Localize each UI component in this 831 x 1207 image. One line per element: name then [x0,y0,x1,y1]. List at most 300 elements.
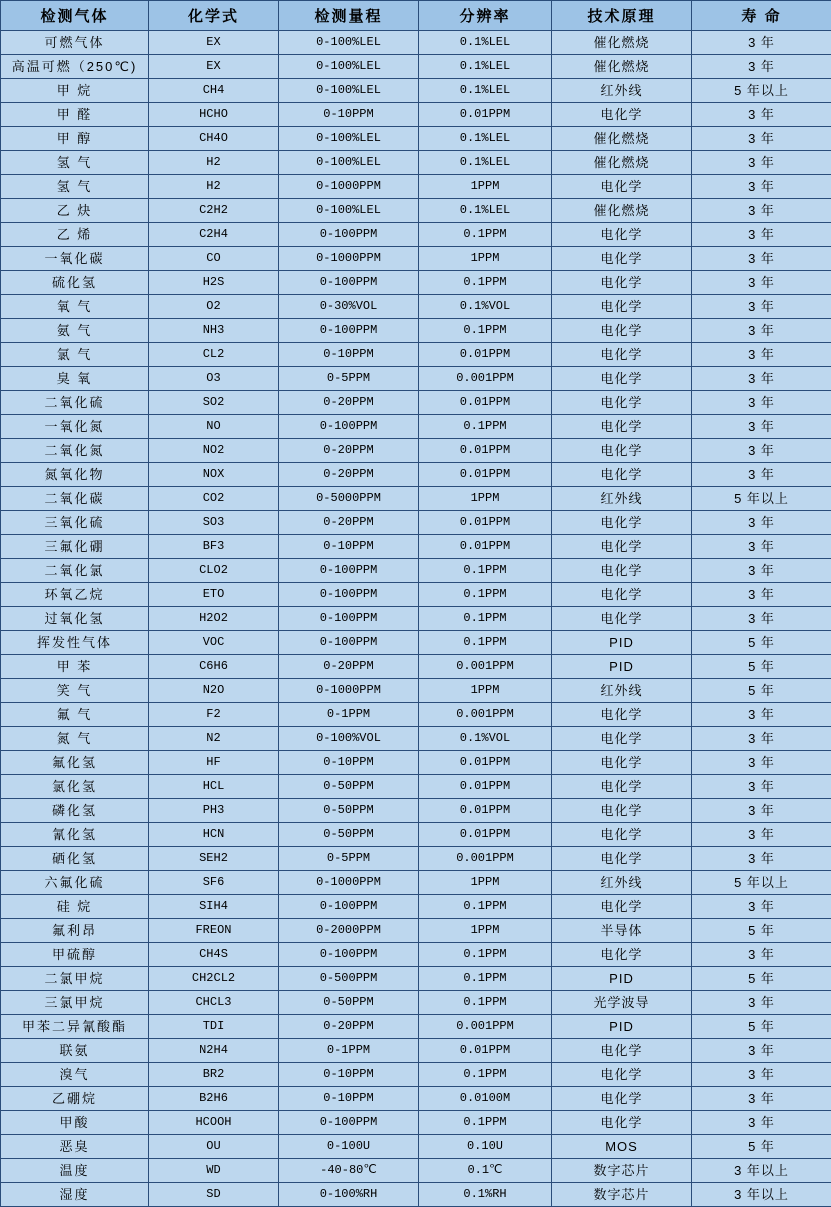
cell-lifetime: 3 年 [692,847,831,871]
cell-lifetime: 5 年 [692,679,831,703]
cell-technology: 电化学 [552,343,692,367]
table-row [1,391,831,415]
cell-resolution: 0.1PPM [419,967,552,991]
cell-technology: 红外线 [552,487,692,511]
column-header-chemical-formula: 化学式 [149,1,279,31]
cell-gas-name: 臭 氧 [1,367,149,391]
cell-chemical-formula: BF3 [149,535,279,559]
table-header [1,1,831,31]
cell-detection-range: 0-100%LEL [279,55,419,79]
cell-detection-range: 0-50PPM [279,775,419,799]
cell-detection-range: 0-5PPM [279,847,419,871]
cell-gas-name: 硅 烷 [1,895,149,919]
cell-resolution: 0.001PPM [419,367,552,391]
cell-detection-range: 0-10PPM [279,1087,419,1111]
cell-detection-range: 0-10PPM [279,535,419,559]
column-header-gas-name: 检测气体 [1,1,149,31]
cell-lifetime: 3 年 [692,1087,831,1111]
cell-gas-name: 恶臭 [1,1135,149,1159]
cell-resolution: 0.1PPM [419,583,552,607]
cell-technology: 电化学 [552,295,692,319]
cell-resolution: 1PPM [419,919,552,943]
cell-resolution: 0.1%LEL [419,199,552,223]
cell-chemical-formula: CHCL3 [149,991,279,1015]
cell-lifetime: 3 年 [692,751,831,775]
cell-lifetime: 5 年以上 [692,871,831,895]
cell-gas-name: 笑 气 [1,679,149,703]
table-row [1,127,831,151]
cell-chemical-formula: VOC [149,631,279,655]
cell-gas-name: 氟 气 [1,703,149,727]
cell-chemical-formula: H2S [149,271,279,295]
table-row [1,607,831,631]
table-header-row [1,1,831,31]
cell-chemical-formula: B2H6 [149,1087,279,1111]
cell-gas-name: 三氧化硫 [1,511,149,535]
cell-detection-range: 0-1000PPM [279,679,419,703]
cell-technology: 电化学 [552,223,692,247]
cell-detection-range: 0-1000PPM [279,247,419,271]
cell-gas-name: 氢 气 [1,151,149,175]
cell-resolution: 0.01PPM [419,751,552,775]
cell-technology: 催化燃烧 [552,151,692,175]
cell-resolution: 0.1PPM [419,559,552,583]
cell-chemical-formula: HCHO [149,103,279,127]
table-row [1,247,831,271]
cell-gas-name: 三氯甲烷 [1,991,149,1015]
cell-chemical-formula: WD [149,1159,279,1183]
cell-chemical-formula: NOX [149,463,279,487]
cell-detection-range: 0-100%LEL [279,151,419,175]
cell-resolution: 0.1%RH [419,1183,552,1207]
cell-detection-range: 0-30%VOL [279,295,419,319]
column-header-detection-range: 检测量程 [279,1,419,31]
cell-resolution: 0.001PPM [419,703,552,727]
cell-technology: 电化学 [552,895,692,919]
cell-technology: 电化学 [552,391,692,415]
cell-lifetime: 3 年 [692,55,831,79]
table-row [1,1135,831,1159]
cell-lifetime: 3 年 [692,607,831,631]
table-row [1,631,831,655]
table-row [1,223,831,247]
cell-gas-name: 乙 炔 [1,199,149,223]
cell-gas-name: 高温可燃（250℃) [1,55,149,79]
table-row [1,79,831,103]
cell-resolution: 0.10U [419,1135,552,1159]
table-row [1,1039,831,1063]
cell-lifetime: 3 年 [692,895,831,919]
cell-resolution: 0.01PPM [419,103,552,127]
cell-resolution: 1PPM [419,679,552,703]
cell-lifetime: 3 年 [692,415,831,439]
table-row [1,271,831,295]
cell-detection-range: 0-100U [279,1135,419,1159]
cell-detection-range: 0-1PPM [279,703,419,727]
cell-lifetime: 3 年 [692,991,831,1015]
cell-detection-range: 0-20PPM [279,655,419,679]
cell-chemical-formula: O3 [149,367,279,391]
cell-detection-range: 0-50PPM [279,799,419,823]
cell-chemical-formula: SO2 [149,391,279,415]
column-header-technology: 技术原理 [552,1,692,31]
cell-detection-range: -40-80℃ [279,1159,419,1183]
cell-gas-name: 乙硼烷 [1,1087,149,1111]
cell-gas-name: 二氧化碳 [1,487,149,511]
table-row [1,199,831,223]
cell-chemical-formula: HCL [149,775,279,799]
cell-gas-name: 溴气 [1,1063,149,1087]
cell-resolution: 0.1PPM [419,271,552,295]
cell-lifetime: 3 年 [692,295,831,319]
cell-technology: 半导体 [552,919,692,943]
cell-detection-range: 0-20PPM [279,511,419,535]
cell-detection-range: 0-10PPM [279,751,419,775]
cell-gas-name: 氯化氢 [1,775,149,799]
cell-chemical-formula: H2 [149,175,279,199]
cell-lifetime: 3 年 [692,799,831,823]
cell-technology: 电化学 [552,775,692,799]
table-row [1,55,831,79]
cell-technology: 电化学 [552,319,692,343]
cell-lifetime: 3 年 [692,319,831,343]
cell-resolution: 0.01PPM [419,343,552,367]
cell-technology: PID [552,1015,692,1039]
cell-chemical-formula: FREON [149,919,279,943]
cell-resolution: 0.01PPM [419,799,552,823]
cell-resolution: 0.01PPM [419,439,552,463]
cell-resolution: 0.001PPM [419,847,552,871]
cell-lifetime: 3 年 [692,223,831,247]
cell-detection-range: 0-2000PPM [279,919,419,943]
table-row [1,775,831,799]
cell-chemical-formula: CLO2 [149,559,279,583]
cell-gas-name: 氟利昂 [1,919,149,943]
cell-chemical-formula: CO2 [149,487,279,511]
table-row [1,823,831,847]
cell-technology: 数字芯片 [552,1159,692,1183]
table-row [1,511,831,535]
cell-lifetime: 3 年 [692,775,831,799]
cell-technology: 电化学 [552,1039,692,1063]
table-row [1,463,831,487]
cell-gas-name: 一氧化氮 [1,415,149,439]
cell-lifetime: 3 年 [692,343,831,367]
cell-resolution: 0.1PPM [419,223,552,247]
cell-technology: 催化燃烧 [552,199,692,223]
table-row [1,535,831,559]
cell-detection-range: 0-100PPM [279,415,419,439]
cell-chemical-formula: EX [149,31,279,55]
cell-chemical-formula: NO2 [149,439,279,463]
table-row [1,583,831,607]
cell-chemical-formula: HCN [149,823,279,847]
cell-chemical-formula: HCOOH [149,1111,279,1135]
cell-gas-name: 氮 气 [1,727,149,751]
cell-chemical-formula: SD [149,1183,279,1207]
cell-chemical-formula: H2O2 [149,607,279,631]
cell-technology: 催化燃烧 [552,55,692,79]
cell-detection-range: 0-50PPM [279,991,419,1015]
cell-gas-name: 乙 烯 [1,223,149,247]
cell-lifetime: 3 年 [692,943,831,967]
cell-gas-name: 湿度 [1,1183,149,1207]
cell-gas-name: 二氧化硫 [1,391,149,415]
cell-technology: 电化学 [552,727,692,751]
cell-resolution: 0.1℃ [419,1159,552,1183]
cell-detection-range: 0-5000PPM [279,487,419,511]
cell-detection-range: 0-100PPM [279,319,419,343]
cell-technology: 光学波导 [552,991,692,1015]
cell-detection-range: 0-10PPM [279,103,419,127]
cell-technology: 电化学 [552,247,692,271]
cell-gas-name: 甲硫醇 [1,943,149,967]
cell-gas-name: 可燃气体 [1,31,149,55]
cell-chemical-formula: C2H4 [149,223,279,247]
cell-detection-range: 0-100%VOL [279,727,419,751]
cell-resolution: 0.01PPM [419,535,552,559]
cell-resolution: 0.1%LEL [419,79,552,103]
cell-lifetime: 5 年 [692,655,831,679]
cell-gas-name: 甲 苯 [1,655,149,679]
cell-lifetime: 3 年 [692,31,831,55]
cell-gas-name: 二氧化氯 [1,559,149,583]
cell-lifetime: 3 年 [692,559,831,583]
cell-resolution: 0.1%VOL [419,295,552,319]
cell-technology: PID [552,967,692,991]
table-row [1,943,831,967]
cell-gas-name: 环氧乙烷 [1,583,149,607]
cell-lifetime: 3 年 [692,199,831,223]
table-row [1,847,831,871]
cell-lifetime: 3 年 [692,1063,831,1087]
table-row [1,991,831,1015]
cell-lifetime: 3 年 [692,511,831,535]
cell-chemical-formula: H2 [149,151,279,175]
table-row [1,559,831,583]
cell-technology: 电化学 [552,823,692,847]
cell-detection-range: 0-100PPM [279,559,419,583]
cell-detection-range: 0-100PPM [279,943,419,967]
cell-resolution: 0.1PPM [419,991,552,1015]
cell-lifetime: 5 年以上 [692,487,831,511]
cell-technology: 催化燃烧 [552,31,692,55]
cell-technology: MOS [552,1135,692,1159]
table-row [1,703,831,727]
cell-chemical-formula: BR2 [149,1063,279,1087]
cell-lifetime: 3 年 [692,439,831,463]
cell-resolution: 1PPM [419,871,552,895]
table-row [1,751,831,775]
cell-gas-name: 甲 醛 [1,103,149,127]
cell-chemical-formula: SIH4 [149,895,279,919]
cell-technology: 数字芯片 [552,1183,692,1207]
cell-lifetime: 3 年 [692,103,831,127]
cell-gas-name: 硫化氢 [1,271,149,295]
cell-lifetime: 3 年 [692,247,831,271]
table-row [1,295,831,319]
cell-resolution: 0.001PPM [419,655,552,679]
cell-lifetime: 3 年 [692,271,831,295]
cell-resolution: 0.01PPM [419,823,552,847]
cell-technology: 电化学 [552,103,692,127]
cell-resolution: 0.01PPM [419,463,552,487]
cell-resolution: 0.1PPM [419,1063,552,1087]
table-row [1,175,831,199]
cell-gas-name: 过氧化氢 [1,607,149,631]
cell-detection-range: 0-100%LEL [279,127,419,151]
cell-resolution: 0.1PPM [419,1111,552,1135]
cell-gas-name: 二氧化氮 [1,439,149,463]
cell-resolution: 0.1%LEL [419,127,552,151]
cell-detection-range: 0-100PPM [279,271,419,295]
cell-gas-name: 氯 气 [1,343,149,367]
cell-detection-range: 0-50PPM [279,823,419,847]
cell-chemical-formula: OU [149,1135,279,1159]
table-row [1,31,831,55]
cell-lifetime: 5 年 [692,631,831,655]
cell-detection-range: 0-100%LEL [279,199,419,223]
cell-chemical-formula: HF [149,751,279,775]
cell-lifetime: 5 年 [692,967,831,991]
cell-resolution: 0.1PPM [419,895,552,919]
cell-gas-name: 挥发性气体 [1,631,149,655]
table-row [1,919,831,943]
cell-chemical-formula: F2 [149,703,279,727]
cell-lifetime: 3 年以上 [692,1159,831,1183]
cell-resolution: 1PPM [419,487,552,511]
cell-detection-range: 0-100%LEL [279,79,419,103]
table-row [1,1111,831,1135]
cell-lifetime: 3 年以上 [692,1183,831,1207]
cell-gas-name: 氟化氢 [1,751,149,775]
cell-detection-range: 0-10PPM [279,343,419,367]
cell-chemical-formula: ETO [149,583,279,607]
cell-lifetime: 3 年 [692,535,831,559]
cell-technology: 电化学 [552,439,692,463]
table-row [1,655,831,679]
cell-gas-name: 三氟化硼 [1,535,149,559]
cell-lifetime: 3 年 [692,583,831,607]
table-row [1,1159,831,1183]
cell-detection-range: 0-1PPM [279,1039,419,1063]
cell-chemical-formula: NH3 [149,319,279,343]
cell-chemical-formula: CH4S [149,943,279,967]
cell-chemical-formula: EX [149,55,279,79]
table-row [1,151,831,175]
cell-gas-name: 氮氧化物 [1,463,149,487]
cell-technology: 电化学 [552,367,692,391]
table-row [1,103,831,127]
cell-resolution: 0.1PPM [419,943,552,967]
cell-lifetime: 5 年以上 [692,79,831,103]
cell-lifetime: 3 年 [692,703,831,727]
cell-resolution: 0.01PPM [419,1039,552,1063]
cell-technology: 电化学 [552,1063,692,1087]
cell-chemical-formula: SF6 [149,871,279,895]
cell-resolution: 1PPM [419,175,552,199]
cell-chemical-formula: SEH2 [149,847,279,871]
cell-chemical-formula: CL2 [149,343,279,367]
table-row [1,895,831,919]
cell-technology: 电化学 [552,847,692,871]
cell-gas-name: 甲苯二异氰酸酯 [1,1015,149,1039]
cell-technology: 电化学 [552,583,692,607]
cell-resolution: 0.1PPM [419,607,552,631]
table-row [1,967,831,991]
cell-gas-name: 氧 气 [1,295,149,319]
cell-lifetime: 5 年 [692,1135,831,1159]
cell-technology: 电化学 [552,175,692,199]
cell-detection-range: 0-100PPM [279,607,419,631]
cell-gas-name: 氢 气 [1,175,149,199]
cell-gas-name: 联氨 [1,1039,149,1063]
column-header-resolution: 分辨率 [419,1,552,31]
cell-resolution: 0.1%VOL [419,727,552,751]
cell-chemical-formula: NO [149,415,279,439]
cell-resolution: 0.1%LEL [419,151,552,175]
cell-technology: 电化学 [552,415,692,439]
cell-chemical-formula: N2H4 [149,1039,279,1063]
cell-chemical-formula: CH4 [149,79,279,103]
cell-technology: 电化学 [552,799,692,823]
cell-technology: 电化学 [552,607,692,631]
cell-gas-name: 氨 气 [1,319,149,343]
cell-chemical-formula: CH4O [149,127,279,151]
cell-detection-range: 0-100PPM [279,1111,419,1135]
cell-detection-range: 0-100PPM [279,223,419,247]
cell-gas-name: 氰化氢 [1,823,149,847]
cell-chemical-formula: SO3 [149,511,279,535]
table-row [1,871,831,895]
table-row [1,799,831,823]
cell-lifetime: 3 年 [692,391,831,415]
cell-chemical-formula: N2O [149,679,279,703]
cell-detection-range: 0-100PPM [279,583,419,607]
cell-gas-name: 二氯甲烷 [1,967,149,991]
cell-detection-range: 0-100PPM [279,895,419,919]
cell-lifetime: 5 年 [692,1015,831,1039]
cell-technology: 红外线 [552,871,692,895]
cell-chemical-formula: PH3 [149,799,279,823]
table-row [1,1015,831,1039]
table-row [1,679,831,703]
cell-lifetime: 3 年 [692,727,831,751]
table-body [1,31,831,1207]
cell-lifetime: 3 年 [692,463,831,487]
table-row [1,367,831,391]
cell-lifetime: 3 年 [692,367,831,391]
cell-detection-range: 0-10PPM [279,1063,419,1087]
cell-technology: 电化学 [552,535,692,559]
cell-detection-range: 0-20PPM [279,439,419,463]
cell-resolution: 0.01PPM [419,775,552,799]
table-row [1,319,831,343]
cell-chemical-formula: CH2CL2 [149,967,279,991]
cell-detection-range: 0-20PPM [279,463,419,487]
cell-gas-name: 甲 烷 [1,79,149,103]
cell-technology: 红外线 [552,79,692,103]
cell-chemical-formula: TDI [149,1015,279,1039]
cell-gas-name: 甲 醇 [1,127,149,151]
cell-lifetime: 3 年 [692,175,831,199]
cell-chemical-formula: C6H6 [149,655,279,679]
cell-technology: 红外线 [552,679,692,703]
cell-lifetime: 3 年 [692,1111,831,1135]
cell-lifetime: 3 年 [692,151,831,175]
cell-technology: 电化学 [552,511,692,535]
cell-technology: 电化学 [552,1087,692,1111]
